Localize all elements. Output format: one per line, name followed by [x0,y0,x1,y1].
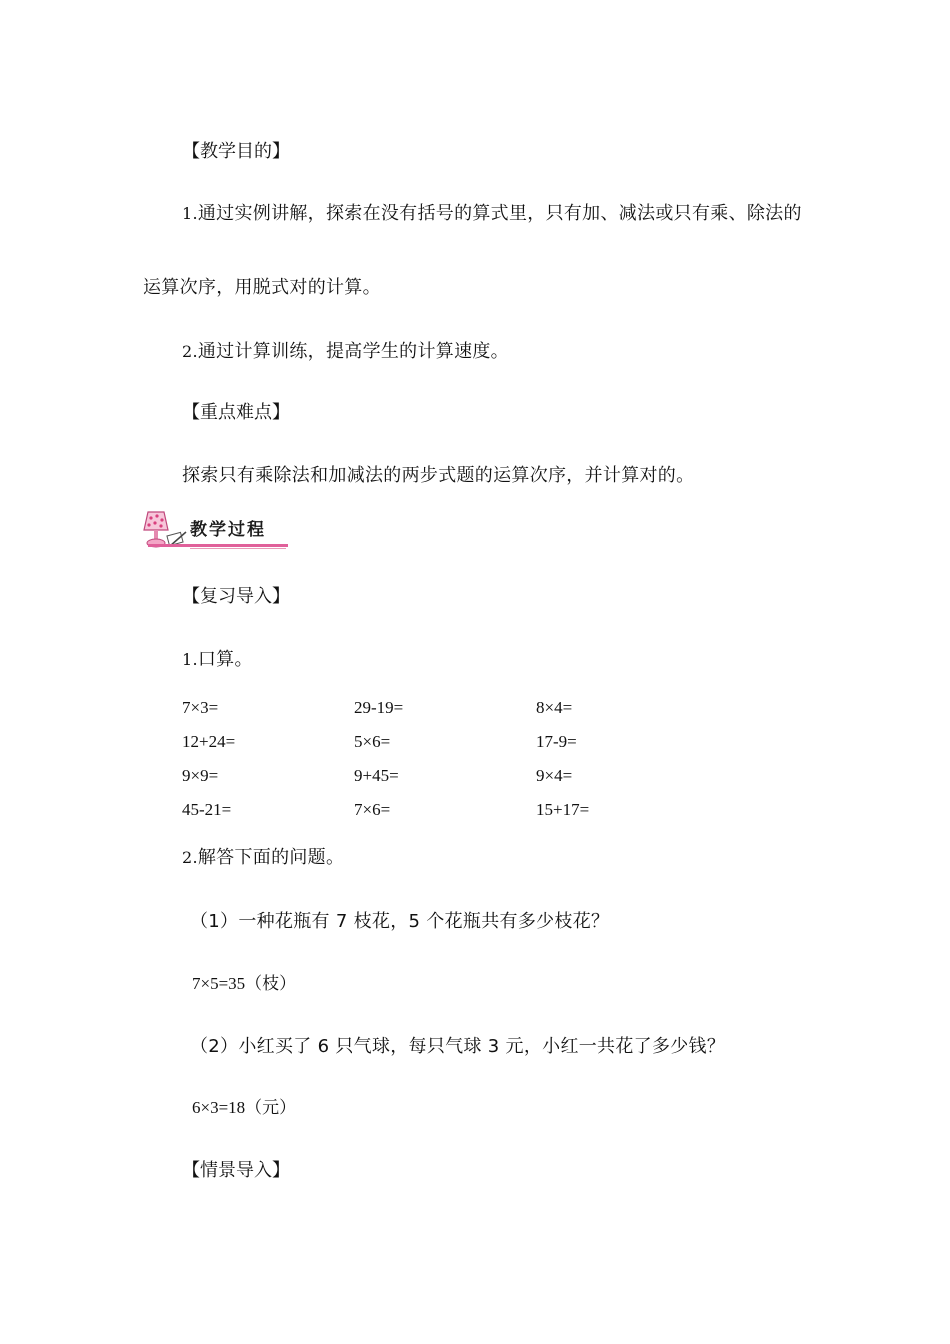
oral-calc-cell: 29-19= [354,698,404,717]
objective-item-1 [182,202,802,226]
question-2: （2）小红买了 6 只气球，每只气球 3 元，小红一共花了多少钱？ [190,1036,726,1057]
banner-title: 教学过程 [190,520,266,540]
objective-item-1-continuation: 运算次序，用脱式对的计算。 [143,277,381,298]
oral-calc-cell: 9×9= [182,766,219,785]
oral-calc-number: 1. [182,650,198,669]
objectives-heading: 【教学目的】 [182,141,290,162]
word-problems-label [182,846,344,870]
oral-calc-cell: 9×4= [536,766,573,785]
lamp-icon [140,508,190,554]
oral-calc-text: 口算。 [197,649,253,670]
oral-calc-cell: 5×6= [354,732,391,751]
key-points-text: 探索只有乘除法和加减法的两步式题的运算次序，并计算对的。 [182,465,695,486]
question-1: （1）一种花瓶有 7 枝花，5 个花瓶共有多少枝花？ [190,911,610,932]
oral-calc-label [182,648,253,672]
banner-underline-shadow [190,548,286,549]
review-heading: 【复习导入】 [182,586,290,607]
oral-calc-cell: 15+17= [536,800,590,819]
objective-item-1-number: 1. [182,204,198,223]
answer-1: 7×5=35（枝） [192,974,297,993]
scene-heading: 【情景导入】 [182,1160,290,1181]
oral-calc-cell: 45-21= [182,800,232,819]
oral-calc-cell: 7×3= [182,698,219,717]
objective-item-2-text: 通过计算训练，提高学生的计算速度。 [197,341,509,362]
oral-calc-cell: 8×4= [536,698,573,717]
objective-item-1-text: 通过实例讲解，探索在没有括号的算式里，只有加、减法或只有乘、除法的 [197,203,802,224]
answer-2: 6×3=18（元） [192,1098,297,1117]
objective-item-2-number: 2. [182,342,198,361]
key-points-heading: 【重点难点】 [182,402,290,423]
teaching-process-banner [140,508,290,554]
objective-item-2 [182,340,509,364]
oral-calc-cell: 17-9= [536,732,577,751]
word-problems-text: 解答下面的问题。 [197,847,345,868]
oral-calc-cell: 9+45= [354,766,399,785]
banner-underline [148,544,288,547]
oral-calc-cell: 7×6= [354,800,391,819]
word-problems-number: 2. [182,848,198,867]
oral-calc-cell: 12+24= [182,732,236,751]
